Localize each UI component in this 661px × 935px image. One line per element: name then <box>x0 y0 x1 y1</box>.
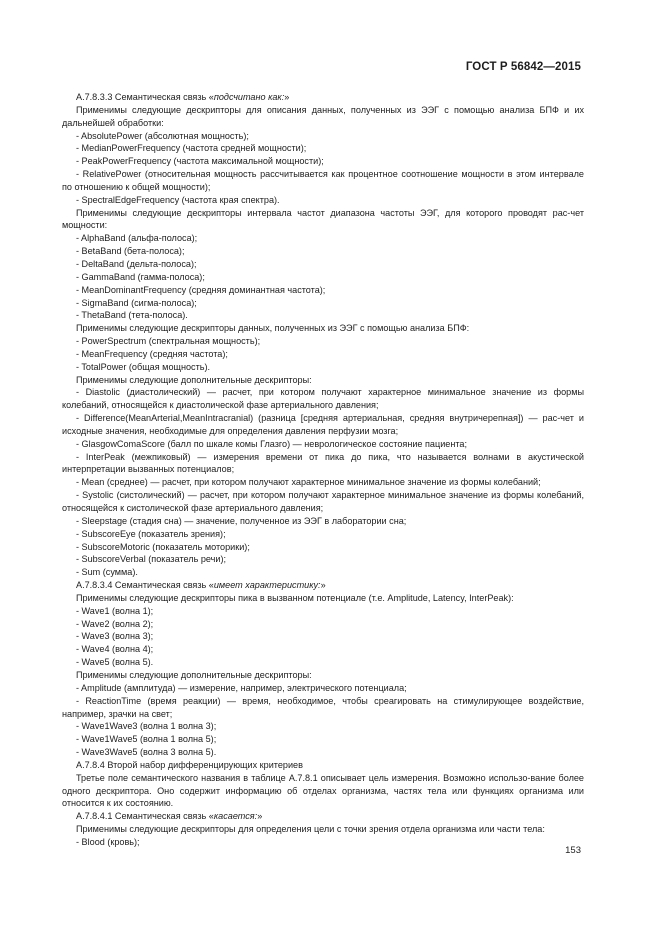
paragraph: - Difference(MeanArterial,MeanIntracranial) (разница [средняя артериальная, средняя внутричерепная]) — рас-чет и исходные значения, необходимые для определения давления перфузии мозга; <box>62 413 584 436</box>
list-item: - Wave1Wave3 (волна 1 волна 3); <box>76 721 217 732</box>
list-item: - TotalPower (общая мощность). <box>76 361 211 372</box>
text-span: А.7.8.3.4 Семантическая связь « <box>76 580 214 591</box>
text-span: » <box>284 92 290 102</box>
paragraph: Применимы следующие дескрипторы интервала частот диапазона частоты ЭЭГ, для которого проводят рас-чет мощности: <box>62 207 584 231</box>
paragraph: А.7.8.4 Второй набор дифференцирующих критериев <box>76 759 303 770</box>
list-item: - SpectralEdgeFrequency (частота края спектра). <box>76 194 280 205</box>
list-item: - Wave1Wave5 (волна 1 волна 5); <box>76 734 217 745</box>
list-item: - Wave3 (волна 3); <box>76 631 154 642</box>
page-number: 153 <box>565 845 581 856</box>
list-item: - Amplitude (амплитуда) — измерение, например, электрического потенциала; <box>76 682 407 693</box>
list-item: - SubscoreVerbal (показатель речи); <box>76 554 227 565</box>
paragraph <box>62 91 584 104</box>
list-item: - MedianPowerFrequency (частота средней мощности); <box>76 143 307 154</box>
list-item: - PeakPowerFrequency (частота максимальной мощности); <box>76 156 324 167</box>
list-item: - GlasgowComaScore (балл по шкале комы Глазго) — неврологическое состояние пациента; <box>76 438 468 449</box>
list-item: - GammaBand (гамма-полоса); <box>76 271 205 282</box>
list-item: - Wave4 (волна 4); <box>76 644 154 655</box>
paragraph: Применимы следующие дескрипторы пика в вызванном потенциале (т.е. Amplitude, Latency, InterPeak): <box>76 592 514 603</box>
document-body <box>62 91 584 849</box>
paragraph: - ReactionTime (время реакции) — время, необходимое, чтобы среагировать на стимулирующее воздействие, например, зрачки на свет; <box>62 695 584 719</box>
list-item: - MeanFrequency (средняя частота); <box>76 348 228 359</box>
paragraph: - Systolic (систолический) — расчет, при котором получают характерное минимальное значение из формы колебаний, относящейся к систолической фазе артериального давления; <box>62 490 584 513</box>
text-span: » <box>320 580 326 591</box>
paragraph: Применимы следующие дополнительные дескрипторы: <box>76 374 312 385</box>
paragraph: Применимы следующие дескрипторы для определения цели с точки зрения отдела организма или части тела: <box>76 824 545 835</box>
list-item: - Wave2 (волна 2); <box>76 618 154 629</box>
list-item: - PowerSpectrum (спектральная мощность); <box>76 336 261 347</box>
paragraph: - Diastolic (диастолический) — расчет, при котором получают характерное минимальное значение из формы колебаний, относящейся к диастолической фазе артериального давления; <box>62 387 584 411</box>
text-span: » <box>257 811 263 822</box>
list-item: - SubscoreEye (показатель зрения); <box>76 528 226 539</box>
list-item: - Blood (кровь); <box>76 836 140 847</box>
italic-term: касается: <box>213 811 258 822</box>
paragraph: Третье поле семантического названия в таблице А.7.8.1 описывает цель измерения. Возможно использо-вание более одного дескриптора. Оно содержит информацию об отделах организма, частях тела или функциях организма или относится к их состоянию. <box>62 772 584 809</box>
list-item: - Wave3Wave5 (волна 3 волна 5). <box>76 747 217 758</box>
text-span: А.7.8.3.3 Семантическая связь « <box>76 92 214 102</box>
list-item: - SigmaBand (сигма-полоса); <box>76 297 197 308</box>
paragraph: Применимы следующие дескрипторы данных, полученных из ЭЭГ с помощью анализа БПФ: <box>76 323 470 334</box>
list-item: - DeltaBand (дельта-полоса); <box>76 258 197 269</box>
italic-term: подсчитано как: <box>213 92 285 102</box>
italic-term: имеет характеристику: <box>213 580 321 591</box>
paragraph: Применимы следующие дополнительные дескрипторы: <box>76 669 312 680</box>
list-item: - ThetaBand (тета-полоса). <box>76 310 188 321</box>
list-item: - Wave1 (волна 1); <box>76 605 154 616</box>
paragraph <box>62 810 584 823</box>
list-item: - Sum (сумма). <box>76 567 138 578</box>
text-span: А.7.8.4.1 Семантическая связь « <box>76 811 214 822</box>
list-item: - Sleepstage (стадия сна) — значение, полученное из ЭЭГ в лаборатории сна; <box>76 515 407 526</box>
list-item: - SubscoreMotoric (показатель моторики); <box>76 541 250 552</box>
list-item: - AbsolutePower (абсолютная мощность); <box>76 130 249 141</box>
list-item: - BetaBand (бета-полоса); <box>76 246 185 257</box>
paragraph: - RelativePower (относительная мощность рассчитывается как процентное соотношение мощности в этом интервале по отношению к общей мощности); <box>62 169 584 192</box>
list-item: - MeanDominantFrequency (средняя доминантная частота); <box>76 284 326 295</box>
list-item: - Mean (среднее) — расчет, при котором получают характерное минимальное значение из формы колебаний; <box>76 477 541 488</box>
paragraph: - InterPeak (межпиковый) — измерения времени от пика до пика, что называется волнами в акустической интерпретации вызванных потенциалов; <box>62 451 584 475</box>
paragraph: Применимы следующие дескрипторы для описания данных, полученных из ЭЭГ с помощью анализа БПФ и их дальнейшей обработки: <box>62 104 584 128</box>
list-item: - AlphaBand (альфа-полоса); <box>76 233 198 244</box>
paragraph <box>62 579 584 592</box>
list-item: - Wave5 (волна 5). <box>76 657 154 668</box>
standard-designation: ГОСТ Р 56842—2015 <box>465 61 581 73</box>
